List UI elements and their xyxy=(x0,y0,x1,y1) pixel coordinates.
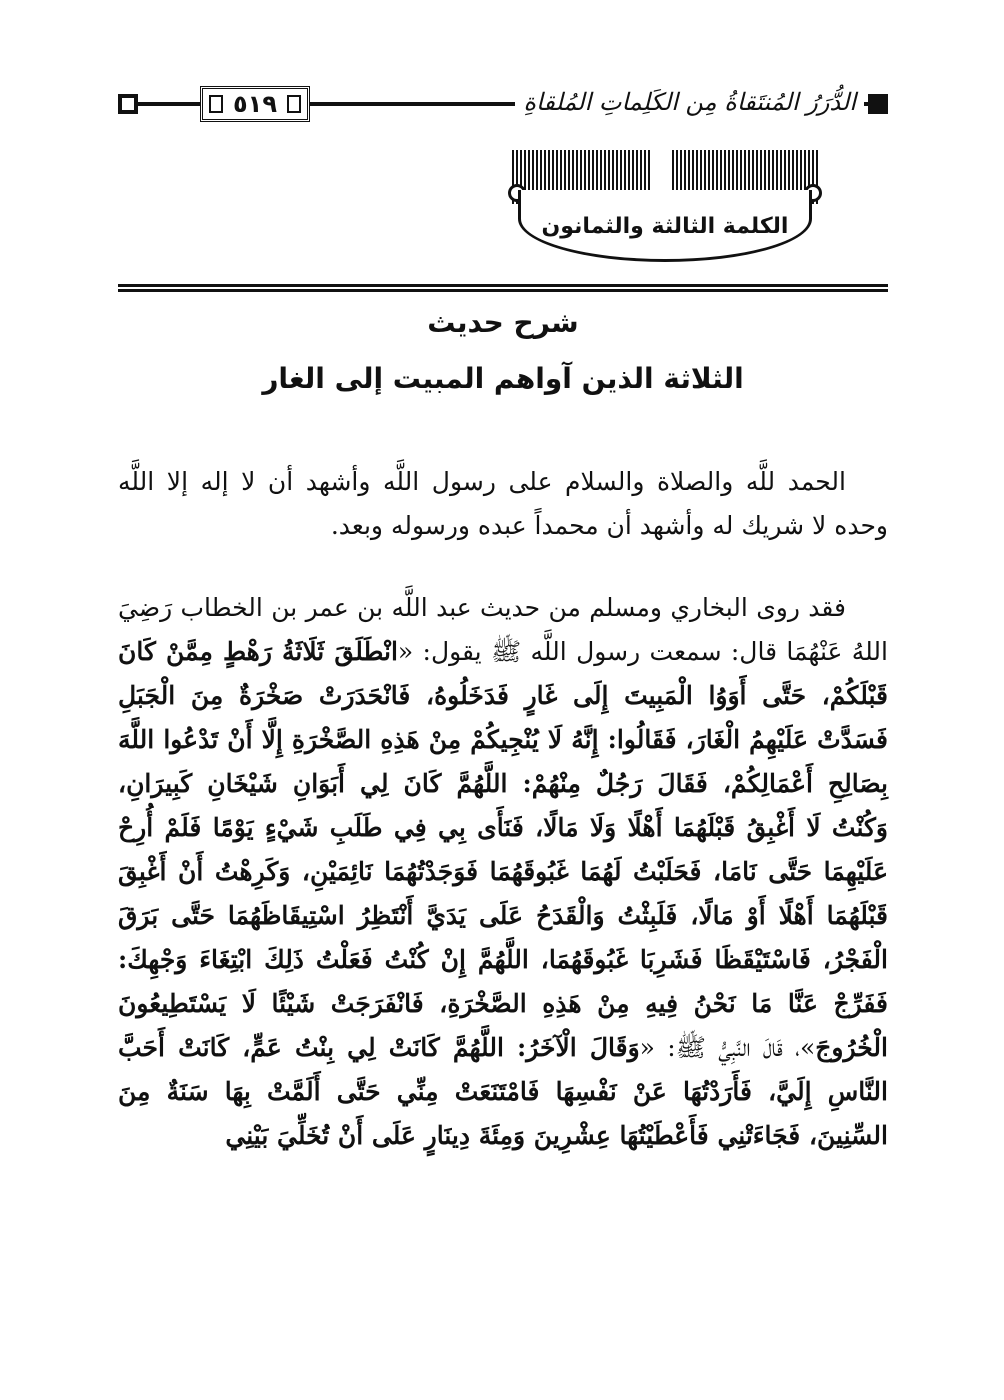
chapter-emblem xyxy=(512,150,818,266)
chapter-label: الكلمة الثالثة والثمانون xyxy=(541,214,789,239)
hadith-text-1: انْطَلَقَ ثَلَاثَةُ رَهْطٍ مِمَّنْ كَانَ قَبْلَكُمْ، حَتَّى أَوَوُا الْمَبِيتَ إِلَى غَارٍ فَدَخَلُوهُ، فَانْحَدَرَتْ صَخْرَةٌ مِنَ الْجَبَلِ فَسَدَّتْ عَلَيْهِمُ الْغَارَ، فَقَالُوا: إِنَّهُ لَا يُنْجِيكُمْ مِنْ هَذِهِ الصَّخْرَةِ إِلَّا أَنْ تَدْعُوا اللَّهَ بِصَالِحِ أَعْمَالِكُمْ، فَقَالَ رَجُلٌ مِنْهُمْ: اللَّهُمَّ كَانَ لِي أَبَوَانِ شَيْخَانِ كَبِيرَانِ، وَكُنْتُ لَا أَغْبِقُ قَبْلَهُمَا أَهْلًا وَلَا مَالًا، فَنَأَى بِي فِي طَلَبِ شَيْءٍ يَوْمًا فَلَمْ أُرِحْ عَلَيْهِمَا حَتَّى نَامَا، فَحَلَبْتُ لَهُمَا غَبُوقَهُمَا فَوَجَدْتُهُمَا نَائِمَيْنِ، وَكَرِهْتُ أَنْ أَغْبِقَ قَبْلَهُمَا أَهْلًا أَوْ مَالًا، فَلَبِثْتُ وَالْقَدَحُ عَلَى يَدَيَّ أَنْتَظِرُ اسْتِيقَاظَهُمَا حَتَّى بَرَقَ الْفَجْرُ، فَاسْتَيْقَظَا فَشَرِبَا غَبُوقَهُمَا، اللَّهُمَّ إِنْ كُنْتُ فَعَلْتُ ذَلِكَ ابْتِغَاءَ وَجْهِكَ: فَفَرِّجْ عَنَّا مَا نَحْنُ فِيهِ مِنْ هَذِهِ الصَّخْرَةِ، فَانْفَرَجَتْ شَيْئًا لَا يَسْتَطِيعُونَ الْخُرُوجَ xyxy=(118,637,888,1062)
paragraph-2-intro: فقد روى البخاري ومسلم من حديث عبد اللَّه بن عمر بن الخطاب رَضِيَ اللهُ عَنْهُمَا قال: سمعت رسول اللَّه ﷺ يقول: « xyxy=(118,593,888,666)
page-number: ٥١٩ xyxy=(233,90,277,118)
header-square-right xyxy=(868,94,888,114)
book-title: الدُّرَرُ المُنتَقاةُ مِن الكَلِماتِ المُلقاةِ xyxy=(515,84,864,120)
page-box-ornament-left-icon xyxy=(209,95,223,113)
paragraph-1-text: الحمد للَّه والصلاة والسلام على رسول اللَّه وأشهد أن لا إله إلا اللَّه وحده لا شريك له وأشهد أن محمداً عبده ورسوله وبعد. xyxy=(118,467,888,540)
title-line-2: الثلاثة الذين آواهم المبيت إلى الغار xyxy=(262,362,744,395)
header-rule-left xyxy=(138,102,200,106)
page-number-box xyxy=(200,86,310,122)
paragraph-2-text xyxy=(118,586,888,1158)
paragraph-2-continuation: قَالَ النَّبِيُّ ﷺ: « xyxy=(639,1033,783,1062)
running-header xyxy=(118,86,888,122)
header-square-left xyxy=(118,94,138,114)
hadith-close-quote: »، xyxy=(782,1033,816,1062)
chapter-label-frame xyxy=(518,190,812,262)
title-line-1: شرح حديث xyxy=(427,306,579,339)
body-paragraph-1 xyxy=(118,460,888,548)
section-divider xyxy=(118,284,888,292)
hadith-text-2: وَقَالَ الْآخَرُ: اللَّهُمَّ كَانَتْ لِي بِنْتُ عَمٍّ، كَانَتْ أَحَبَّ النَّاسِ إِلَيَّ، فَأَرَدْتُهَا عَنْ نَفْسِهَا فَامْتَنَعَتْ مِنِّي حَتَّى أَلَمَّتْ بِهَا سَنَةٌ مِنَ السِّنِينَ، فَجَاءَتْنِي فَأَعْطَيْتُهَا عِشْرِينَ وَمِئَةَ دِينَارٍ عَلَى أَنْ تُخَلِّيَ بَيْنِي xyxy=(118,1033,888,1150)
page-box-ornament-right-icon xyxy=(287,95,301,113)
body-paragraph-2 xyxy=(118,586,888,1158)
